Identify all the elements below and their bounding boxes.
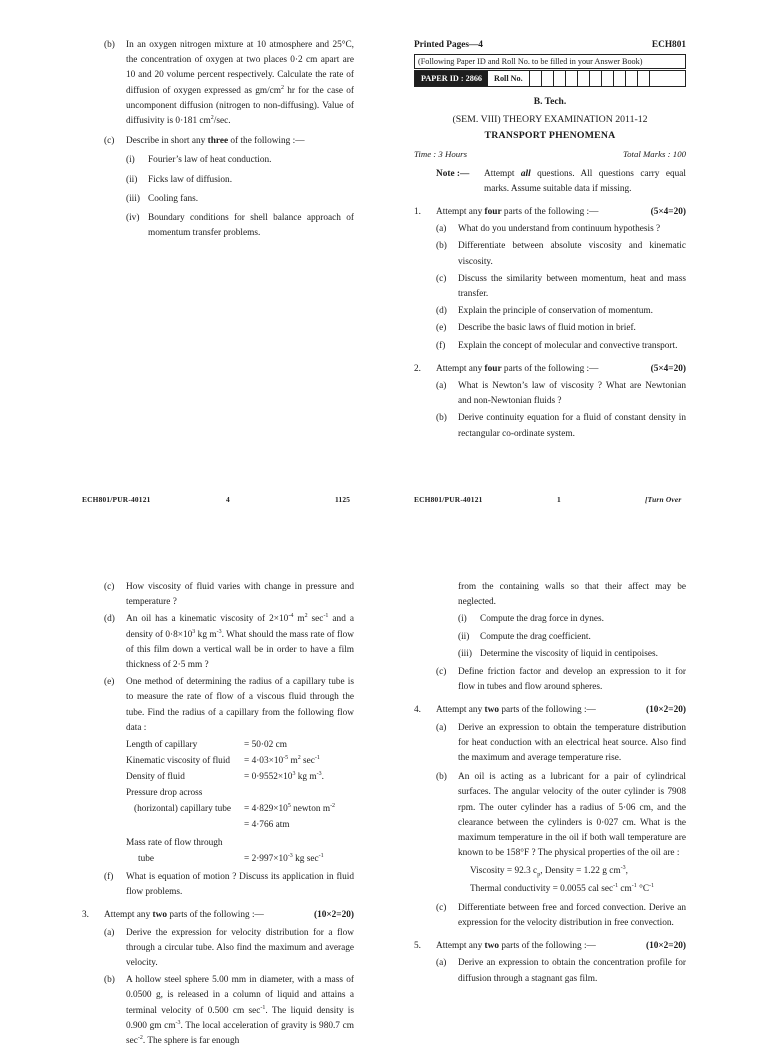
question-label: (c) <box>104 136 115 147</box>
question-2e <box>104 675 354 736</box>
table-key: Kinematic viscosity of fluid <box>126 756 231 767</box>
item-label: (a) <box>436 224 447 235</box>
subject-title: TRANSPORT PHENOMENA <box>484 130 616 142</box>
item-text: Compute the drag force in dynes. <box>480 614 604 625</box>
footer-code: ECH801/PUR-40121 <box>414 495 483 504</box>
item-label: (iv) <box>126 213 140 224</box>
item-label: (iii) <box>126 193 140 204</box>
question-3a <box>104 926 354 972</box>
flow-data-table <box>126 738 354 868</box>
question-text: Differentiate between free and forced convection. Derive an expression for the velocity distribution in free convection. <box>458 902 686 929</box>
question-number: 4. <box>414 705 421 716</box>
roll-no-box <box>565 71 577 86</box>
table-value: = 50·02 cm <box>244 740 287 751</box>
table-row <box>126 836 354 852</box>
top-left-column <box>104 38 354 241</box>
table-value: = $0\cdot 9552\times 10^3$ kg $m^{-3}$. <box>244 770 324 783</box>
question-number: 3. <box>82 910 89 921</box>
question-marks: (10×2=20) <box>645 941 686 952</box>
item-text: Boundary conditions for shell balance approach of momentum transfer problems. <box>148 213 354 239</box>
question-number: 1. <box>414 207 421 218</box>
table-value: = $4\cdot 829\times 10^5$ newton $m^{-2}$ <box>244 802 336 815</box>
item-label: (f) <box>436 340 446 351</box>
list-item <box>458 647 686 662</box>
table-key: Length of capillary <box>126 740 198 751</box>
list-item <box>436 379 686 409</box>
question-2-parts <box>436 379 686 442</box>
question-text: Derive an expression to obtain the concentration profile for diffusion through a stagnant gas film. <box>458 958 686 984</box>
item-label: (d) <box>436 306 447 317</box>
question-2c-viscosity <box>104 580 354 610</box>
question-3 <box>82 908 354 923</box>
roll-no-box <box>637 71 649 86</box>
page-footer-1 <box>384 495 768 507</box>
table-key: Pressure drop across <box>126 788 203 799</box>
table-value: = 4·766 atm <box>244 820 290 831</box>
item-text: Discuss the similarity between momentum, heat and mass transfer. <box>458 273 686 300</box>
exam-title: (SEM. VIII) THEORY EXAMINATION 2011-12 <box>452 114 648 126</box>
question-text: Derive the expression for velocity distribution for a flow through a circular tube. Also find the maximum and average velocity. <box>126 927 354 969</box>
question-2 <box>414 362 686 377</box>
roll-no-box <box>541 71 553 86</box>
question-text: One method of determining the radius of a capillary tube is to measure the rate of flow of a viscous fluid through the tube. Find the radius of a capillary from the following flow data : <box>126 677 354 733</box>
table-key: tube <box>138 854 155 865</box>
question-marks: (5×4=20) <box>650 207 686 218</box>
roll-no-box <box>553 71 565 86</box>
list-item <box>436 321 686 336</box>
list-item <box>458 630 686 645</box>
question-text: A hollow steel sphere 5.00 mm in diameter, with a mass of 0.0500 g, is released in a column of liquid and attains a terminal velocity of 0.500 cm $\sec^{-1}$. The liquid density is 0.900 gm $cm^{-3}$. The local acceleration of gravity is 980.7 cm $\sec^{-2}$. The sphere is far enough <box>126 975 354 1047</box>
paper-id-row <box>414 70 686 87</box>
table-row <box>126 754 354 770</box>
question-number: 2. <box>414 363 421 374</box>
paper-code: ECH801 <box>651 40 686 50</box>
instruction-box: (Following Paper ID and Roll No. to be filled in your Answer Book) <box>414 54 686 69</box>
question-1 <box>414 205 686 220</box>
question-label: (a) <box>436 722 447 733</box>
item-text: Differentiate between absolute viscosity and kinematic viscosity. <box>458 241 686 267</box>
item-label: (b) <box>436 241 447 252</box>
footer-code: ECH801/PUR-40121 <box>82 495 151 504</box>
question-1-parts <box>436 222 686 354</box>
total-marks: Total Marks : 100 <box>623 148 686 159</box>
roll-no-box <box>589 71 601 86</box>
question-2d <box>104 612 354 673</box>
note <box>414 167 686 197</box>
bottom-left-column <box>82 580 354 1049</box>
question-4c <box>436 901 686 931</box>
item-text: Ficks law of diffusion. <box>148 174 233 185</box>
roll-no-boxes <box>529 71 685 86</box>
question-label: (e) <box>104 677 115 688</box>
question-5a <box>436 956 686 986</box>
question-text: Describe in short any three of the following :— <box>126 136 305 147</box>
question-label: (b) <box>104 40 115 50</box>
table-key: Mass rate of flow through <box>126 838 223 849</box>
item-text: Describe the basic laws of fluid motion in brief. <box>458 323 636 334</box>
question-text: Attempt any four parts of the following :— <box>436 207 599 218</box>
footer-serial: 1125 <box>335 495 351 504</box>
roll-no-label: Roll No. <box>494 74 523 83</box>
item-label: (iii) <box>458 648 472 659</box>
question-2c-subparts <box>126 153 354 241</box>
table-row <box>126 770 354 786</box>
question-text: In an oxygen nitrogen mixture at 10 atmosphere and 25°C, the concentration of oxygen at two places 0·2 cm apart are 10 and 20 volume percent respectively. Calculate the rate of diffusion of oxygen expressed as $gm/cm^2$ hr for the case of uncomponent diffusion (nitrogen to non-diffusing). Value of diffusivity is 0·181 $cm^2/\sec$. <box>126 40 355 127</box>
list-item <box>436 272 686 302</box>
table-key: (horizontal) capillary tube <box>134 804 232 815</box>
exam-time: Time : 3 Hours <box>414 148 468 159</box>
question-text: An oil is acting as a lubricant for a pair of cylindrical surfaces. The angular velocity of the outer cylinder is 7908 rpm. The outer cylinder has a radius of 5·06 cm, and the clearance between the cylinders is 0·027 cm. What is the maximum temperature in the oil if both wall temperature are known to be 158°F ? The physical properties of the oil are : <box>458 772 686 859</box>
question-label: (d) <box>104 614 115 625</box>
footer-turn-over: [Turn Over <box>645 495 682 504</box>
question-text: What is equation of motion ? Discuss its application in fluid flow problems. <box>126 872 354 898</box>
degree: B. Tech. <box>533 97 567 107</box>
question-label: (a) <box>436 958 447 969</box>
question-text: Attempt any two parts of the following :— <box>436 705 596 716</box>
list-item <box>436 222 686 237</box>
question-label: (c) <box>436 902 447 913</box>
question-2f <box>104 870 354 900</box>
item-label: (i) <box>458 614 467 625</box>
time-marks-row <box>414 147 686 163</box>
question-3b-subparts <box>458 612 686 662</box>
question-label: (a) <box>104 927 115 938</box>
roll-no-box <box>613 71 625 86</box>
roll-no-box <box>625 71 637 86</box>
table-row <box>126 802 354 818</box>
question-label: (f) <box>104 872 114 883</box>
list-item <box>126 192 354 207</box>
question-label: (b) <box>436 772 447 783</box>
item-text: Derive continuity equation for a fluid of constant density in rectangular co-ordinate system. <box>458 413 686 439</box>
item-label: (i) <box>126 155 135 166</box>
question-marks: (10×2=20) <box>645 705 686 716</box>
item-text: Cooling fans. <box>148 193 199 204</box>
note-label: Note :— <box>436 168 470 179</box>
item-text: What is Newton’s law of viscosity ? What are Newtonian and non-Newtonian fluids ? <box>458 381 686 407</box>
question-text: An oil has a kinematic viscosity of $2\times 10^{-4}$ $m^2$ $\sec^{-1}$ and a density of $0\cdot 8\times 10^3$ kg $m^{-3}$. What should the mass rate of flow of this film down a vertical wall be in order to have a film thickness of 2·5 mm ? <box>126 613 354 671</box>
list-item <box>126 211 354 241</box>
question-marks: (10×2=20) <box>313 910 354 921</box>
question-text: Attempt any two parts of the following :— <box>104 910 264 921</box>
oil-thermal-conductivity: Thermal conductivity = 0.0055 cal $\sec^{-1} cm^{-1}$ $^\circ C^{-1}$ <box>470 882 655 894</box>
item-label: (a) <box>436 381 447 392</box>
footer-page-number: 4 <box>226 495 230 504</box>
roll-no-box <box>529 71 541 86</box>
roll-no-box <box>601 71 613 86</box>
item-text: Fourier’s law of heat conduction. <box>148 155 272 166</box>
question-2b <box>104 38 354 129</box>
page-footer-4 <box>0 495 384 507</box>
item-text: Explain the concept of molecular and convective transport. <box>458 340 678 351</box>
question-text: Define friction factor and develop an expression to it for flow in tubes and flow around spheres. <box>458 667 686 693</box>
table-key: Density of fluid <box>126 772 185 783</box>
roll-no-box <box>649 71 661 86</box>
list-item <box>436 339 686 354</box>
list-item <box>436 239 686 269</box>
header-top-row <box>414 38 686 53</box>
list-item <box>126 173 354 188</box>
question-marks: (5×4=20) <box>650 363 686 374</box>
question-text: Attempt any four parts of the following :— <box>436 363 599 374</box>
table-row <box>126 786 354 802</box>
question-3b <box>104 973 354 1049</box>
item-label: (e) <box>436 323 447 334</box>
oil-viscosity-density: Viscosity = 92.3 $c_p$, Density = 1.22 g $cm^{-3}$, <box>470 865 628 879</box>
paper-id: PAPER ID : 2866 <box>415 71 488 86</box>
item-label: (ii) <box>126 174 138 185</box>
table-row <box>126 738 354 754</box>
item-text: What do you understand from continuum hypothesis ? <box>458 224 661 235</box>
question-label: (c) <box>104 582 115 592</box>
question-2c <box>104 134 354 149</box>
top-right-column <box>414 38 686 442</box>
question-4 <box>414 703 686 718</box>
item-label: (ii) <box>458 631 470 642</box>
question-label: (c) <box>436 667 447 678</box>
table-row <box>126 852 354 868</box>
item-text: Compute the drag coefficient. <box>480 631 591 642</box>
list-item <box>436 411 686 441</box>
question-4b <box>436 770 686 861</box>
question-label: (b) <box>104 975 115 986</box>
question-text: Derive an expression to obtain the temperature distribution for heat conduction with an electrical heat source. Also find the maximum and average temperature rise. <box>458 722 686 764</box>
question-3c <box>436 665 686 695</box>
table-row <box>126 818 354 834</box>
question-3b-continued: from the containing walls so that their affect may be neglected. <box>458 582 686 608</box>
list-item <box>436 304 686 319</box>
item-text: Determine the viscosity of liquid in centipoises. <box>480 648 658 659</box>
item-label: (b) <box>436 413 447 424</box>
item-text: Explain the principle of conservation of momentum. <box>458 306 653 317</box>
question-number: 5. <box>414 941 421 952</box>
item-label: (c) <box>436 273 447 284</box>
printed-pages: Printed Pages—4 <box>414 40 483 50</box>
question-5 <box>414 939 686 954</box>
question-text: How viscosity of fluid varies with change in pressure and temperature ? <box>126 582 354 608</box>
list-item <box>458 612 686 627</box>
footer-page-number: 1 <box>557 495 561 504</box>
question-text: Attempt any two parts of the following :— <box>436 941 596 952</box>
table-value: = $4\cdot 03\times 10^{-5}$ $m^2$ $\sec^{-1}$ <box>244 754 320 767</box>
bottom-right-column <box>414 580 686 987</box>
list-item <box>126 153 354 168</box>
question-4a <box>436 721 686 767</box>
table-value: = $2\cdot 997\times 10^{-3}$ kg $\sec^{-1}$ <box>244 852 324 865</box>
note-text: Attempt all questions. All questions carry equal marks. Assume suitable data if missing. <box>484 168 686 194</box>
roll-no-box <box>577 71 589 86</box>
